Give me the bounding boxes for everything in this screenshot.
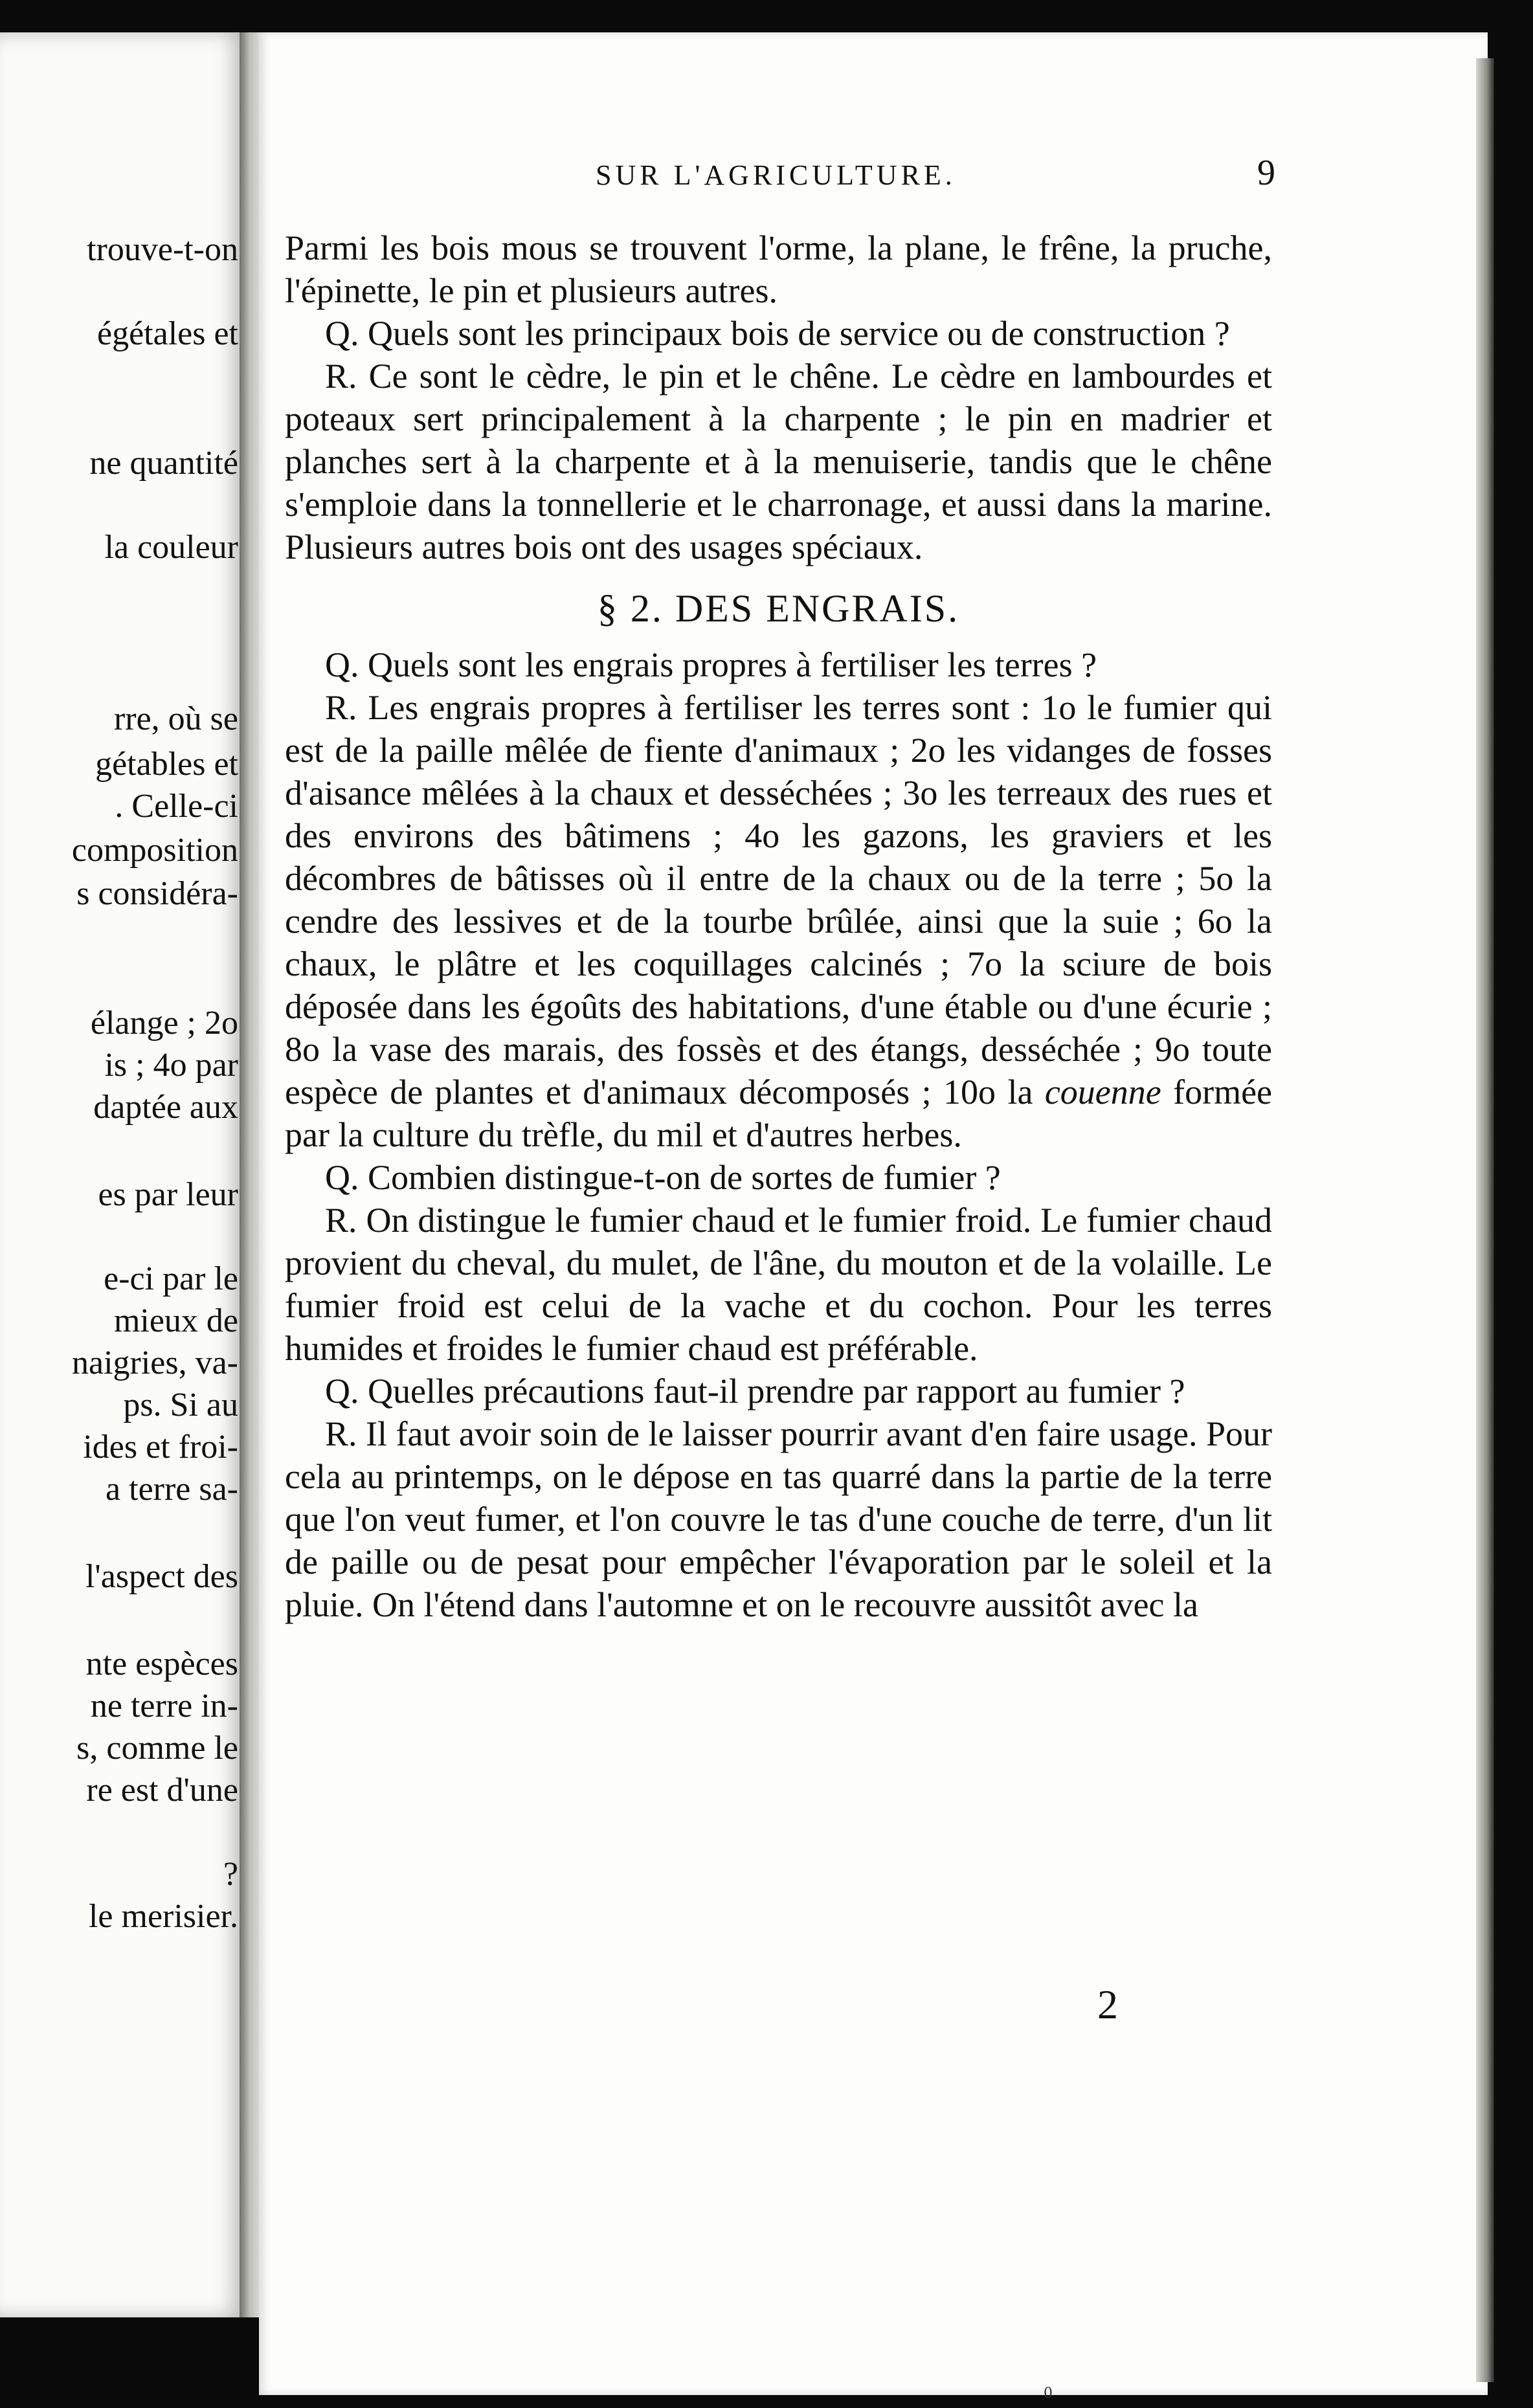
left-page-line: composition xyxy=(71,832,238,869)
left-page-line: mieux de xyxy=(113,1302,238,1339)
signature-mark: 2 xyxy=(1097,1981,1118,2027)
left-page-line: nte espèces xyxy=(85,1645,238,1682)
left-page-line: gétables et xyxy=(95,746,238,783)
left-page xyxy=(0,32,245,2317)
answer: R. Il faut avoir soin de le laisser pourrir avant d'en faire usage. Pour cela au printemps, on le dépose en tas quarré dans la partie de la terre que l'on veut fumer, et l'on couvre le tas d'une couche de terre, d'un lit de paille ou de pesat pour empêcher l'évaporation par le soleil et la pluie. On l'étend dans l'automne et on le recouvre aussitôt avec la xyxy=(285,1414,1272,1624)
left-page-line: ne terre in- xyxy=(90,1688,238,1724)
left-page-line: naigries, va- xyxy=(71,1344,238,1381)
answer: R. Ce sont le cèdre, le pin et le chêne. Le cèdre en lambourdes et poteaux sert principalement à la charpente ; le pin en madrier et planches sert à la charpente et à la menuiserie, tandis que le chêne s'emploie dans la tonnellerie et le charronage, et aussi dans la marine. Plusieurs autres bois ont des usages spéciaux. xyxy=(285,357,1272,566)
left-page-line: ne quantité xyxy=(89,445,238,482)
left-page-line: daptée aux xyxy=(93,1089,238,1126)
page-number: 9 xyxy=(1257,153,1275,193)
left-page-line: la couleur xyxy=(104,529,238,566)
left-page-line: le merisier. xyxy=(88,1898,238,1935)
left-page-line: is ; 4o par xyxy=(104,1047,238,1084)
left-page-line: trouve-t-on xyxy=(87,231,238,268)
left-page-line: ps. Si au xyxy=(123,1387,238,1423)
answer xyxy=(285,686,1272,1156)
left-page-line: élange ; 2o xyxy=(90,1005,238,1042)
left-page-line: s considéra- xyxy=(76,875,238,912)
running-head: SUR L'AGRICULTURE. xyxy=(596,159,956,191)
page-header xyxy=(337,153,1275,204)
question: Q. Quels sont les principaux bois de service ou de construction ? xyxy=(325,314,1230,353)
left-page-line: ides et froi- xyxy=(83,1429,238,1466)
left-page-line: es par leur xyxy=(98,1176,238,1213)
left-page-line: rre, où se xyxy=(113,700,238,737)
left-page-line: s, comme le xyxy=(76,1730,238,1767)
question: Q. Combien distingue-t-on de sortes de fumier ? xyxy=(325,1158,1001,1197)
question: Q. Quels sont les engrais propres à fertiliser les terres ? xyxy=(325,645,1097,684)
answer-text: R. Les engrais propres à fertiliser les terres sont : 1o le fumier qui est de la paille mêlée de fiente d'animaux ; 2o les vidanges de fosses d'aisance mêlées à la chaux et desséchées ; 3o les terreaux des rues et des environs des bâtimens ; 4o les gazons, les graviers et les décombres de bâtisses où il entre de la chaux ou de la terre ; 5o la cendre des lessives et de la tourbe brûlée, ainsi que la suie ; 6o la chaux, le plâtre et les coquillages calcinés ; 7o la sciure de bois déposée dans les égoûts des habitations, d'une étable ou d'une écurie ; 8o la vase des marais, des fossès et des étangs, desséchée ; 9o toute espèce de plantes et d'animaux décomposés ; 10o la xyxy=(285,688,1272,1111)
left-page-line: ? xyxy=(223,1856,238,1893)
section-title: § 2. DES ENGRAIS. xyxy=(597,587,960,630)
page-edge xyxy=(1476,58,1494,2382)
left-page-line: e-ci par le xyxy=(104,1260,238,1297)
italic-term: couenne xyxy=(1044,1073,1161,1111)
left-page-line: . Celle-ci xyxy=(115,788,238,825)
left-page-line: a terre sa- xyxy=(106,1471,238,1508)
left-page-line: égétales et xyxy=(97,315,238,352)
left-page-line: re est d'une xyxy=(86,1772,238,1809)
body-text xyxy=(285,227,1272,1626)
question: Q. Quelles précautions faut-il prendre par rapport au fumier ? xyxy=(325,1372,1185,1410)
answer: R. On distingue le fumier chaud et le fumier froid. Le fumier chaud provient du cheval, du mulet, de l'âne, du mouton et de la volaille. Le fumier froid est celui de la vache et du cochon. Pour les terres humides et froides le fumier chaud est préférable. xyxy=(285,1201,1272,1368)
left-page-line: l'aspect des xyxy=(85,1558,238,1595)
speck: 0 xyxy=(1044,2385,1053,2402)
answer-text: formée par la culture du trèfle, du mil et d'autres herbes. xyxy=(285,1073,1273,1154)
paragraph: Parmi les bois mous se trouvent l'orme, la plane, le frêne, la pruche, l'épinette, le pin et plusieurs autres. xyxy=(285,229,1272,310)
